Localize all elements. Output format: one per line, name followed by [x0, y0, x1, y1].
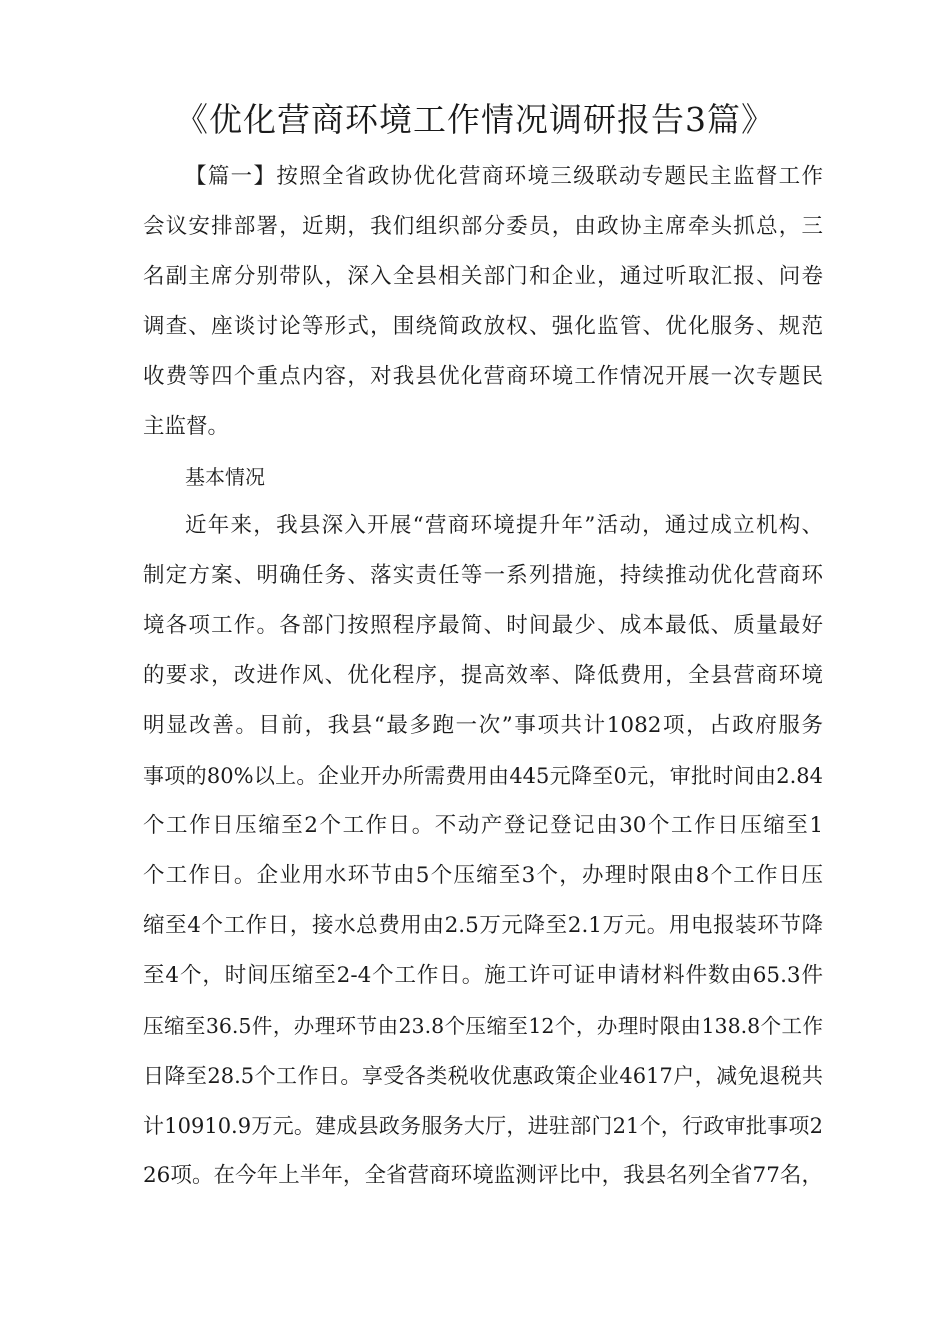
- paragraph-2-line: 压缩至36.5件，办理环节由23.8个压缩至12个，办理时限由138.8个工作: [143, 1014, 823, 1038]
- paragraph-1-line: 调查、座谈讨论等形式，围绕简政放权、强化监管、优化服务、规范: [143, 314, 823, 339]
- paragraph-1-line: 会议安排部署，近期，我们组织部分委员，由政协主席牵头抓总，三: [143, 214, 823, 239]
- paragraph-2-line: 近年来，我县深入开展“营商环境提升年”活动，通过成立机构、: [185, 513, 823, 538]
- paragraph-1-line: 收费等四个重点内容，对我县优化营商环境工作情况开展一次专题民: [143, 364, 823, 389]
- paragraph-2-line: 个工作日。企业用水环节由5个压缩至3个，办理时限由8个工作日压: [143, 863, 823, 888]
- paragraph-2-line: 26项。在今年上半年，全省营商环境监测评比中，我县名列全省77名，: [143, 1163, 823, 1188]
- paragraph-2-line: 事项的80%以上。企业开办所需费用由445元降至0元，审批时间由2.84: [143, 764, 823, 788]
- paragraph-2-line: 缩至4个工作日，接水总费用由2.5万元降至2.1万元。用电报装环节降: [143, 913, 823, 938]
- document-title: 《优化营商环境工作情况调研报告3篇》: [175, 100, 775, 139]
- paragraph-2-line: 制定方案、明确任务、落实责任等一系列措施，持续推动优化营商环: [143, 563, 823, 588]
- paragraph-2-line: 境各项工作。各部门按照程序最简、时间最少、成本最低、质量最好: [143, 613, 823, 638]
- paragraph-2-line: 至4个，时间压缩至2-4个工作日。施工许可证申请材料件数由65.3件: [143, 963, 823, 988]
- paragraph-1-line: 名副主席分别带队，深入全县相关部门和企业，通过听取汇报、问卷: [143, 264, 823, 289]
- paragraph-2-line: 计10910.9万元。建成县政务服务大厅，进驻部门21个，行政审批事项2: [143, 1114, 823, 1138]
- paragraph-2-line: 个工作日压缩至2个工作日。不动产登记登记由30个工作日压缩至1: [143, 813, 823, 838]
- paragraph-2-line: 明显改善。目前，我县“最多跑一次”事项共计1082项，占政府服务: [143, 713, 823, 738]
- paragraph-1-line: 【篇一】按照全省政协优化营商环境三级联动专题民主监督工作: [185, 164, 823, 189]
- paragraph-2-line: 日降至28.5个工作日。享受各类税收优惠政策企业4617户，减免退税共: [143, 1064, 823, 1088]
- paragraph-2-line: 的要求，改进作风、优化程序，提高效率、降低费用，全县营商环境: [143, 663, 823, 688]
- paragraph-1-line: 主监督。: [143, 414, 230, 439]
- section-heading: 基本情况: [185, 465, 265, 489]
